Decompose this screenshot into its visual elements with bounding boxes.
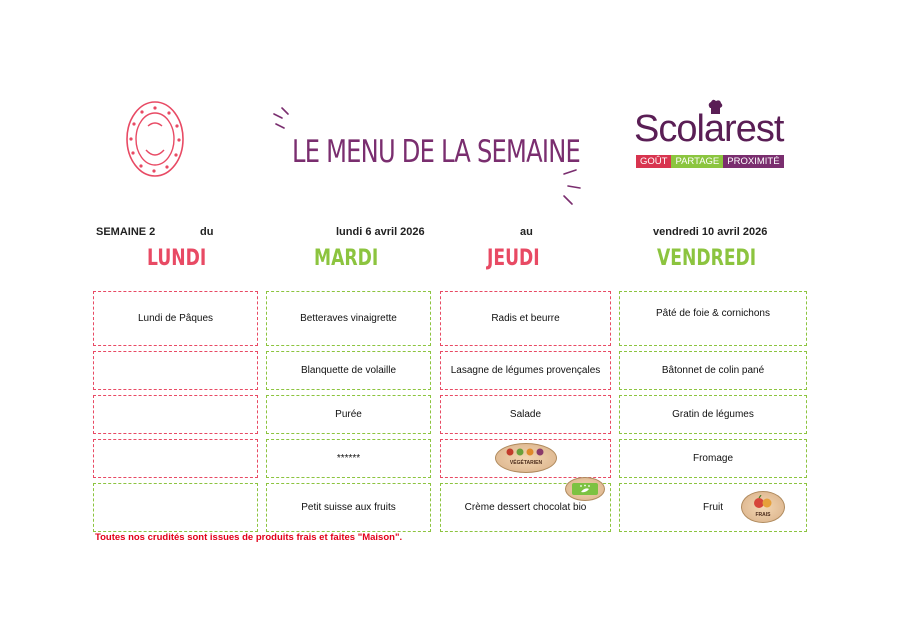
- day-heading-jeudi: JEUDI: [487, 246, 540, 271]
- scolarest-logo: [634, 98, 794, 172]
- menu-cell-jeudi-5: Crème dessert chocolat bio: [440, 483, 611, 532]
- day-heading-mardi: MARDI: [314, 246, 379, 271]
- menu-cell-vendredi-2: Bâtonnet de colin pané: [619, 351, 807, 390]
- menu-cell-lundi-4: [93, 439, 258, 478]
- day-heading-lundi: LUNDI: [147, 246, 207, 271]
- week-to-word: au: [520, 226, 533, 238]
- menu-cell-lundi-5: [93, 483, 258, 532]
- tagline-gout: GOÛT: [636, 155, 671, 168]
- tagline-partage: PARTAGE: [671, 155, 723, 168]
- logo-wordmark: Scolarest: [634, 108, 784, 150]
- organic-leaf-icon: [572, 483, 598, 495]
- week-from-word: du: [200, 226, 214, 238]
- menu-cell-lundi-2: [93, 351, 258, 390]
- menu-cell-mardi-2: Blanquette de volaille: [266, 351, 431, 390]
- fruit-icon: [752, 495, 774, 509]
- week-label: SEMAINE 2: [96, 226, 156, 238]
- bio-badge-icon: [565, 477, 605, 501]
- fresh-fruit-badge-icon: [741, 491, 785, 523]
- menu-cell-vendredi-3: Gratin de légumes: [619, 395, 807, 434]
- fresh-fruit-badge-label: FRAIS: [755, 512, 771, 518]
- vegetarian-badge-icon: [495, 443, 557, 473]
- menu-cell-jeudi-3: Salade: [440, 395, 611, 434]
- menu-cell-lundi-1: Lundi de Pâques: [93, 291, 258, 346]
- menu-cell-mardi-1: Betteraves vinaigrette: [266, 291, 431, 346]
- day-heading-vendredi: VENDREDI: [657, 246, 757, 271]
- week-start-date: lundi 6 avril 2026: [336, 226, 425, 238]
- menu-cell-vendredi-1: Pâté de foie & cornichons: [619, 291, 807, 346]
- footnote: Toutes nos crudités sont issues de produits frais et faites "Maison".: [95, 532, 403, 543]
- vegetables-icon: [504, 447, 548, 457]
- logo-tagline: [636, 155, 784, 168]
- menu-cell-mardi-5: Petit suisse aux fruits: [266, 483, 431, 532]
- menu-cell-lundi-3: [93, 395, 258, 434]
- tagline-proximite: PROXIMITÉ: [723, 155, 783, 168]
- vegetarian-badge-label: VÉGÉTARIEN: [509, 459, 543, 466]
- menu-cell-jeudi-2: Lasagne de légumes provençales: [440, 351, 611, 390]
- page-title: LE MENU DE LA SEMAINE: [292, 134, 581, 170]
- menu-cell-jeudi-1: Radis et beurre: [440, 291, 611, 346]
- menu-cell-mardi-3: Purée: [266, 395, 431, 434]
- menu-cell-vendredi-5: Fruit: [619, 483, 807, 532]
- menu-cell-vendredi-4: Fromage: [619, 439, 807, 478]
- menu-cell-mardi-4: ******: [266, 439, 431, 478]
- week-end-date: vendredi 10 avril 2026: [653, 226, 768, 238]
- plate-icon: [124, 98, 186, 180]
